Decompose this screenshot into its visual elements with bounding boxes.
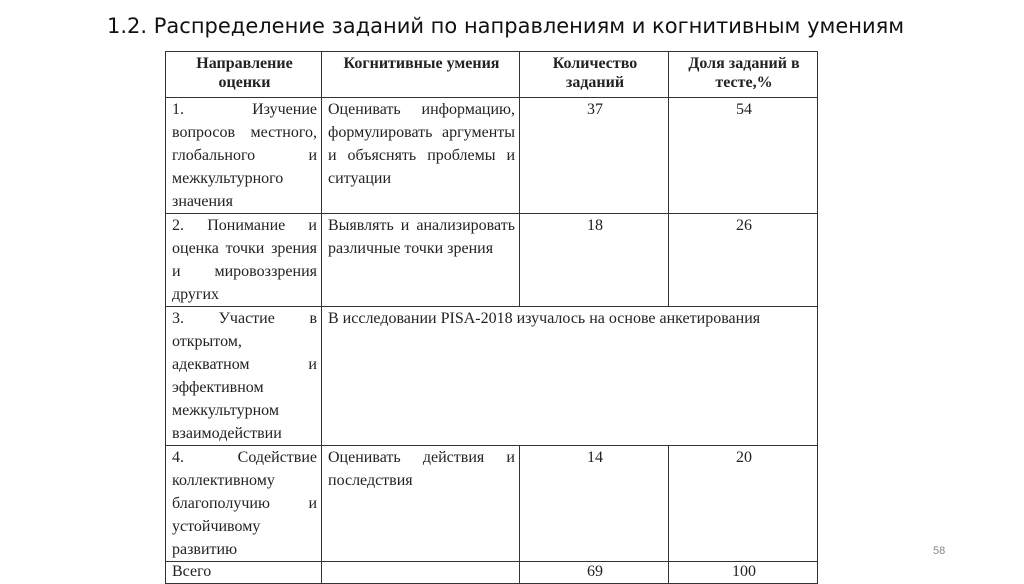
skills-cell: Оценивать информацию, формулировать аргументы и объяснять проблемы и ситуации [322, 98, 520, 214]
count-cell: 14 [520, 446, 669, 562]
direction-cell: 3. Участие в открытом, адекватном и эффективном межкультурном взаимодействии [166, 307, 322, 446]
skills-cell: Оценивать действия и последствия [322, 446, 520, 562]
table-row [166, 307, 818, 446]
merged-note-cell: В исследовании PISA-2018 изучалось на основе анкетирования [322, 307, 818, 446]
table-row [166, 214, 818, 307]
count-cell: 37 [520, 98, 669, 214]
total-skills-cell [322, 562, 520, 584]
header-skills: Когнитивные умения [322, 52, 520, 98]
header-share: Доля заданий в тесте,% [669, 52, 818, 98]
direction-cell: 2. Понимание и оценка точки зрения и мировоззрения других [166, 214, 322, 307]
slide-title: 1.2. Распределение заданий по направлениям и когнитивным умениям [107, 14, 905, 38]
table-row [166, 98, 818, 214]
total-count-cell: 69 [520, 562, 669, 584]
direction-cell: 1. Изучение вопросов местного, глобального и межкультурного значения [166, 98, 322, 214]
page-number: 58 [933, 545, 946, 557]
total-label-cell: Всего [166, 562, 322, 584]
table-row [166, 446, 818, 562]
share-cell: 20 [669, 446, 818, 562]
total-row [166, 562, 818, 584]
total-share-cell: 100 [669, 562, 818, 584]
direction-cell: 4. Содействие коллективному благополучию и устойчивому развитию [166, 446, 322, 562]
count-cell: 18 [520, 214, 669, 307]
header-direction: Направление оценки [166, 52, 322, 98]
skills-cell: Выявлять и анализировать различные точки зрения [322, 214, 520, 307]
header-count: Количество заданий [520, 52, 669, 98]
share-cell: 54 [669, 98, 818, 214]
table-header-row [166, 52, 818, 98]
share-cell: 26 [669, 214, 818, 307]
distribution-table [165, 51, 818, 584]
